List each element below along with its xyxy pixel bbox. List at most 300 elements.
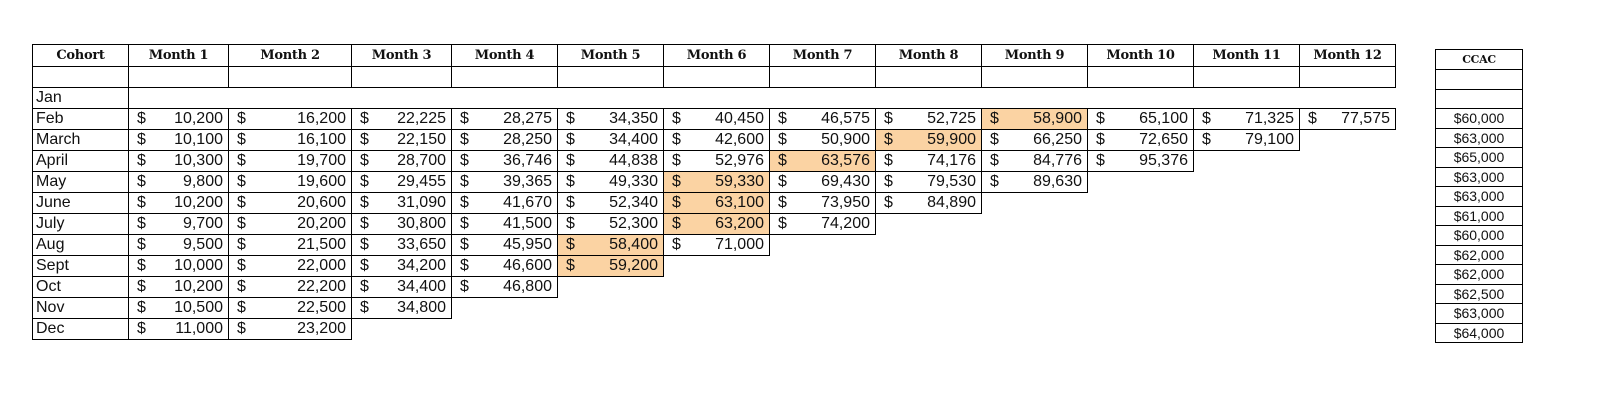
cell-content — [352, 109, 451, 129]
currency-symbol: $ — [1096, 152, 1105, 169]
cell-content — [1194, 130, 1299, 150]
empty-area — [770, 235, 1396, 256]
currency-symbol: $ — [672, 194, 681, 211]
cell-content — [664, 235, 769, 255]
cell-content — [664, 109, 769, 129]
empty-cell — [982, 67, 1088, 88]
ccac-value: $64,000 — [1436, 323, 1523, 343]
cell-value: 34,350 — [609, 110, 658, 127]
ccac-value — [1436, 70, 1523, 90]
currency-symbol: $ — [1096, 131, 1105, 148]
cohort-name: Feb — [33, 109, 129, 130]
currency-symbol: $ — [460, 110, 469, 127]
cell-value: 52,300 — [609, 215, 658, 232]
ccac-value: $63,000 — [1436, 304, 1523, 324]
currency-symbol: $ — [137, 215, 146, 232]
cohort-row — [33, 193, 1396, 214]
value-cell — [876, 151, 982, 172]
value-cell — [352, 151, 452, 172]
value-cell — [452, 235, 558, 256]
value-cell — [558, 193, 664, 214]
value-cell — [664, 130, 770, 151]
currency-symbol: $ — [237, 215, 246, 232]
cell-content — [129, 277, 228, 297]
cell-value: 22,000 — [297, 257, 346, 274]
cohort-row — [33, 214, 1396, 235]
ccac-header-row — [1436, 50, 1523, 70]
value-cell — [982, 172, 1088, 193]
currency-symbol: $ — [672, 110, 681, 127]
currency-symbol: $ — [137, 110, 146, 127]
value-cell — [770, 214, 876, 235]
ccac-row — [1436, 245, 1523, 265]
cell-value: 58,400 — [609, 236, 658, 253]
currency-symbol: $ — [778, 215, 787, 232]
cell-content — [129, 235, 228, 255]
cell-content — [352, 277, 451, 297]
empty-cell — [452, 67, 558, 88]
cohort-row — [33, 319, 1396, 340]
blank-row — [33, 67, 1396, 88]
header-month-8: Month 8 — [876, 45, 982, 67]
ccac-row — [1436, 284, 1523, 304]
header-month-2: Month 2 — [229, 45, 352, 67]
cell-content — [664, 193, 769, 213]
value-cell — [558, 109, 664, 130]
currency-symbol: $ — [137, 152, 146, 169]
ccac-row — [1436, 128, 1523, 148]
currency-symbol: $ — [1202, 131, 1211, 148]
cell-content — [1088, 130, 1193, 150]
empty-cell — [770, 67, 876, 88]
cell-value: 66,250 — [1033, 131, 1082, 148]
empty-cell — [1300, 67, 1396, 88]
cell-content — [664, 151, 769, 171]
value-cell — [229, 172, 352, 193]
cell-content — [876, 172, 981, 192]
cell-value: 63,576 — [821, 152, 870, 169]
cell-content — [129, 256, 228, 276]
ccac-row — [1436, 323, 1523, 343]
empty-area — [1194, 151, 1396, 172]
currency-symbol: $ — [566, 215, 575, 232]
cell-value: 74,176 — [927, 152, 976, 169]
empty-cell — [129, 67, 229, 88]
ccac-row — [1436, 70, 1523, 90]
cell-content — [352, 193, 451, 213]
ccac-value: $63,000 — [1436, 187, 1523, 207]
value-cell — [129, 277, 229, 298]
ccac-header: CCAC — [1436, 50, 1523, 70]
cell-content — [558, 193, 663, 213]
ccac-value — [1436, 89, 1523, 109]
currency-symbol: $ — [990, 173, 999, 190]
cell-value: 34,400 — [397, 278, 446, 295]
cell-value: 41,500 — [503, 215, 552, 232]
cell-content — [1088, 109, 1193, 129]
cohort-name: March — [33, 130, 129, 151]
cell-value: 63,100 — [715, 194, 764, 211]
cell-value: 22,150 — [397, 131, 446, 148]
empty-area — [1300, 130, 1396, 151]
value-cell — [558, 172, 664, 193]
cohort-row — [33, 277, 1396, 298]
empty-area — [1088, 172, 1396, 193]
ccac-row — [1436, 148, 1523, 168]
cohort-name: July — [33, 214, 129, 235]
value-cell — [352, 298, 452, 319]
value-cell — [229, 214, 352, 235]
cell-content — [982, 130, 1087, 150]
empty-cell — [129, 88, 1396, 109]
value-cell — [229, 235, 352, 256]
cell-content — [452, 277, 557, 297]
value-cell — [452, 109, 558, 130]
cell-content — [129, 214, 228, 234]
ccac-row — [1436, 109, 1523, 129]
cell-value: 28,275 — [503, 110, 552, 127]
currency-symbol: $ — [137, 236, 146, 253]
currency-symbol: $ — [566, 131, 575, 148]
cell-content — [876, 151, 981, 171]
cell-value: 36,746 — [503, 152, 552, 169]
currency-symbol: $ — [990, 152, 999, 169]
currency-symbol: $ — [360, 278, 369, 295]
cell-value: 11,000 — [175, 320, 223, 337]
currency-symbol: $ — [137, 257, 146, 274]
ccac-row — [1436, 206, 1523, 226]
ccac-row — [1436, 304, 1523, 324]
currency-symbol: $ — [566, 110, 575, 127]
ccac-value: $60,000 — [1436, 226, 1523, 246]
cell-content — [1088, 151, 1193, 171]
cell-content — [229, 172, 351, 192]
cell-content — [229, 193, 351, 213]
currency-symbol: $ — [460, 215, 469, 232]
highlighted-value-cell — [664, 172, 770, 193]
currency-symbol: $ — [1308, 110, 1317, 127]
value-cell — [770, 130, 876, 151]
currency-symbol: $ — [566, 257, 575, 274]
cell-value: 49,330 — [609, 173, 658, 190]
currency-symbol: $ — [566, 173, 575, 190]
cell-content — [558, 235, 663, 255]
cohort-row — [33, 298, 1396, 319]
currency-symbol: $ — [778, 110, 787, 127]
value-cell — [352, 193, 452, 214]
cell-value: 9,700 — [182, 215, 223, 232]
ccac-row — [1436, 265, 1523, 285]
cell-content — [558, 151, 663, 171]
cell-value: 74,200 — [821, 215, 870, 232]
currency-symbol: $ — [137, 299, 146, 316]
currency-symbol: $ — [460, 152, 469, 169]
cell-content — [229, 214, 351, 234]
value-cell — [352, 130, 452, 151]
value-cell — [664, 151, 770, 172]
cell-content — [770, 109, 875, 129]
cohort-name: Oct — [33, 277, 129, 298]
cell-value: 65,100 — [1139, 110, 1188, 127]
cell-value: 71,325 — [1245, 110, 1294, 127]
empty-cell — [1088, 67, 1194, 88]
cell-value: 41,670 — [503, 194, 552, 211]
value-cell — [558, 130, 664, 151]
value-cell — [1300, 109, 1396, 130]
value-cell — [876, 172, 982, 193]
cell-content — [1194, 109, 1299, 129]
cell-value: 16,100 — [297, 131, 346, 148]
cell-value: 20,600 — [297, 194, 346, 211]
cell-value: 23,200 — [297, 320, 346, 337]
value-cell — [229, 193, 352, 214]
value-cell — [129, 235, 229, 256]
currency-symbol: $ — [360, 110, 369, 127]
cell-content — [352, 172, 451, 192]
cell-value: 28,250 — [503, 131, 552, 148]
cell-value: 34,800 — [397, 299, 446, 316]
empty-area — [876, 214, 1396, 235]
value-cell — [664, 109, 770, 130]
cell-value: 52,340 — [609, 194, 658, 211]
cell-content — [770, 130, 875, 150]
cell-content — [452, 193, 557, 213]
cell-content — [229, 130, 351, 150]
cell-content — [129, 151, 228, 171]
value-cell — [982, 130, 1088, 151]
value-cell — [129, 172, 229, 193]
cell-value: 84,890 — [927, 194, 976, 211]
cell-value: 46,800 — [503, 278, 552, 295]
currency-symbol: $ — [237, 173, 246, 190]
value-cell — [452, 151, 558, 172]
cell-content — [558, 130, 663, 150]
cell-content — [129, 319, 228, 339]
cell-value: 59,900 — [927, 131, 976, 148]
value-cell — [452, 130, 558, 151]
cell-content — [558, 109, 663, 129]
cell-content — [229, 109, 351, 129]
header-month-5: Month 5 — [558, 45, 664, 67]
value-cell — [129, 151, 229, 172]
value-cell — [770, 172, 876, 193]
value-cell — [229, 277, 352, 298]
ccac-body — [1436, 70, 1523, 343]
currency-symbol: $ — [460, 173, 469, 190]
currency-symbol: $ — [460, 194, 469, 211]
cell-value: 45,950 — [503, 236, 552, 253]
currency-symbol: $ — [1202, 110, 1211, 127]
value-cell — [129, 319, 229, 340]
currency-symbol: $ — [778, 194, 787, 211]
value-cell — [352, 214, 452, 235]
cell-value: 58,900 — [1033, 110, 1082, 127]
cell-value: 10,200 — [174, 278, 223, 295]
cell-content — [352, 256, 451, 276]
cell-value: 20,200 — [297, 215, 346, 232]
currency-symbol: $ — [137, 131, 146, 148]
cell-value: 34,200 — [397, 257, 446, 274]
empty-cell — [876, 67, 982, 88]
cell-content — [452, 214, 557, 234]
currency-symbol: $ — [884, 152, 893, 169]
cohort-name: June — [33, 193, 129, 214]
currency-symbol: $ — [460, 131, 469, 148]
value-cell — [1194, 109, 1300, 130]
cell-value: 10,200 — [174, 194, 223, 211]
currency-symbol: $ — [237, 278, 246, 295]
cell-content — [229, 298, 351, 318]
cell-content — [558, 214, 663, 234]
cell-value: 10,000 — [174, 257, 223, 274]
cell-value: 30,800 — [397, 215, 446, 232]
cell-content — [770, 214, 875, 234]
value-cell — [229, 319, 352, 340]
cell-content — [229, 235, 351, 255]
cell-content — [352, 214, 451, 234]
ccac-value: $62,500 — [1436, 284, 1523, 304]
cell-content — [770, 172, 875, 192]
empty-area — [982, 193, 1396, 214]
highlighted-value-cell — [876, 130, 982, 151]
cell-value: 9,500 — [182, 236, 223, 253]
cohort-row — [33, 235, 1396, 256]
header-month-9: Month 9 — [982, 45, 1088, 67]
cell-value: 46,600 — [503, 257, 552, 274]
value-cell — [129, 298, 229, 319]
value-cell — [129, 214, 229, 235]
cell-value: 89,630 — [1033, 173, 1082, 190]
header-row — [33, 45, 1396, 67]
header-month-7: Month 7 — [770, 45, 876, 67]
cell-content — [452, 109, 557, 129]
cell-value: 9,800 — [182, 173, 223, 190]
ccac-row — [1436, 187, 1523, 207]
value-cell — [452, 214, 558, 235]
value-cell — [664, 235, 770, 256]
value-cell — [352, 172, 452, 193]
cohort-name: Jan — [33, 88, 129, 109]
cell-content — [876, 109, 981, 129]
cell-content — [770, 151, 875, 171]
value-cell — [452, 256, 558, 277]
currency-symbol: $ — [778, 131, 787, 148]
cell-value: 22,500 — [297, 299, 346, 316]
cohort-name: Nov — [33, 298, 129, 319]
value-cell — [129, 109, 229, 130]
cell-value: 10,300 — [174, 152, 223, 169]
currency-symbol: $ — [778, 152, 787, 169]
highlighted-value-cell — [770, 151, 876, 172]
cohort-table — [32, 44, 1396, 340]
highlighted-value-cell — [664, 193, 770, 214]
value-cell — [558, 214, 664, 235]
cohort-name: Dec — [33, 319, 129, 340]
cell-value: 40,450 — [715, 110, 764, 127]
cell-content — [352, 298, 451, 318]
currency-symbol: $ — [137, 320, 146, 337]
highlighted-value-cell — [982, 109, 1088, 130]
cell-value: 42,600 — [715, 131, 764, 148]
currency-symbol: $ — [360, 131, 369, 148]
currency-symbol: $ — [778, 173, 787, 190]
empty-area — [558, 277, 1396, 298]
ccac-value: $63,000 — [1436, 128, 1523, 148]
currency-symbol: $ — [566, 152, 575, 169]
cohort-row — [33, 256, 1396, 277]
empty-area — [664, 256, 1396, 277]
header-month-10: Month 10 — [1088, 45, 1194, 67]
value-cell — [229, 109, 352, 130]
cell-value: 79,100 — [1245, 131, 1294, 148]
currency-symbol: $ — [884, 194, 893, 211]
ccac-value: $65,000 — [1436, 148, 1523, 168]
cohort-row — [33, 130, 1396, 151]
header-month-11: Month 11 — [1194, 45, 1300, 67]
value-cell — [229, 298, 352, 319]
value-cell — [352, 235, 452, 256]
cell-value: 22,225 — [397, 110, 446, 127]
empty-cell — [558, 67, 664, 88]
cell-value: 79,530 — [927, 173, 976, 190]
cell-content — [452, 256, 557, 276]
cell-value: 59,330 — [715, 173, 764, 190]
currency-symbol: $ — [884, 173, 893, 190]
cell-content — [558, 172, 663, 192]
value-cell — [1088, 109, 1194, 130]
cell-value: 16,200 — [297, 110, 346, 127]
currency-symbol: $ — [237, 236, 246, 253]
empty-cell — [1194, 67, 1300, 88]
currency-symbol: $ — [360, 173, 369, 190]
currency-symbol: $ — [137, 194, 146, 211]
ccac-value: $61,000 — [1436, 206, 1523, 226]
ccac-row — [1436, 226, 1523, 246]
header-month-4: Month 4 — [452, 45, 558, 67]
ccac-row — [1436, 167, 1523, 187]
currency-symbol: $ — [566, 236, 575, 253]
cell-content — [129, 193, 228, 213]
currency-symbol: $ — [237, 131, 246, 148]
highlighted-value-cell — [664, 214, 770, 235]
cell-value: 21,500 — [297, 236, 346, 253]
value-cell — [770, 109, 876, 130]
currency-symbol: $ — [672, 215, 681, 232]
cell-value: 10,500 — [174, 299, 223, 316]
cell-value: 52,976 — [715, 152, 764, 169]
cell-value: 72,650 — [1139, 131, 1188, 148]
cell-content — [558, 256, 663, 276]
currency-symbol: $ — [237, 194, 246, 211]
currency-symbol: $ — [137, 278, 146, 295]
cell-value: 46,575 — [821, 110, 870, 127]
value-cell — [129, 256, 229, 277]
currency-symbol: $ — [672, 131, 681, 148]
cell-content — [229, 277, 351, 297]
cell-value: 31,090 — [397, 194, 446, 211]
cell-value: 29,455 — [397, 173, 446, 190]
highlighted-value-cell — [558, 256, 664, 277]
cell-value: 84,776 — [1033, 152, 1082, 169]
cohort-name: Aug — [33, 235, 129, 256]
ccac-row — [1436, 89, 1523, 109]
currency-symbol: $ — [460, 236, 469, 253]
cell-content — [876, 193, 981, 213]
currency-symbol: $ — [237, 257, 246, 274]
cell-value: 39,365 — [503, 173, 552, 190]
value-cell — [229, 256, 352, 277]
value-cell — [129, 130, 229, 151]
